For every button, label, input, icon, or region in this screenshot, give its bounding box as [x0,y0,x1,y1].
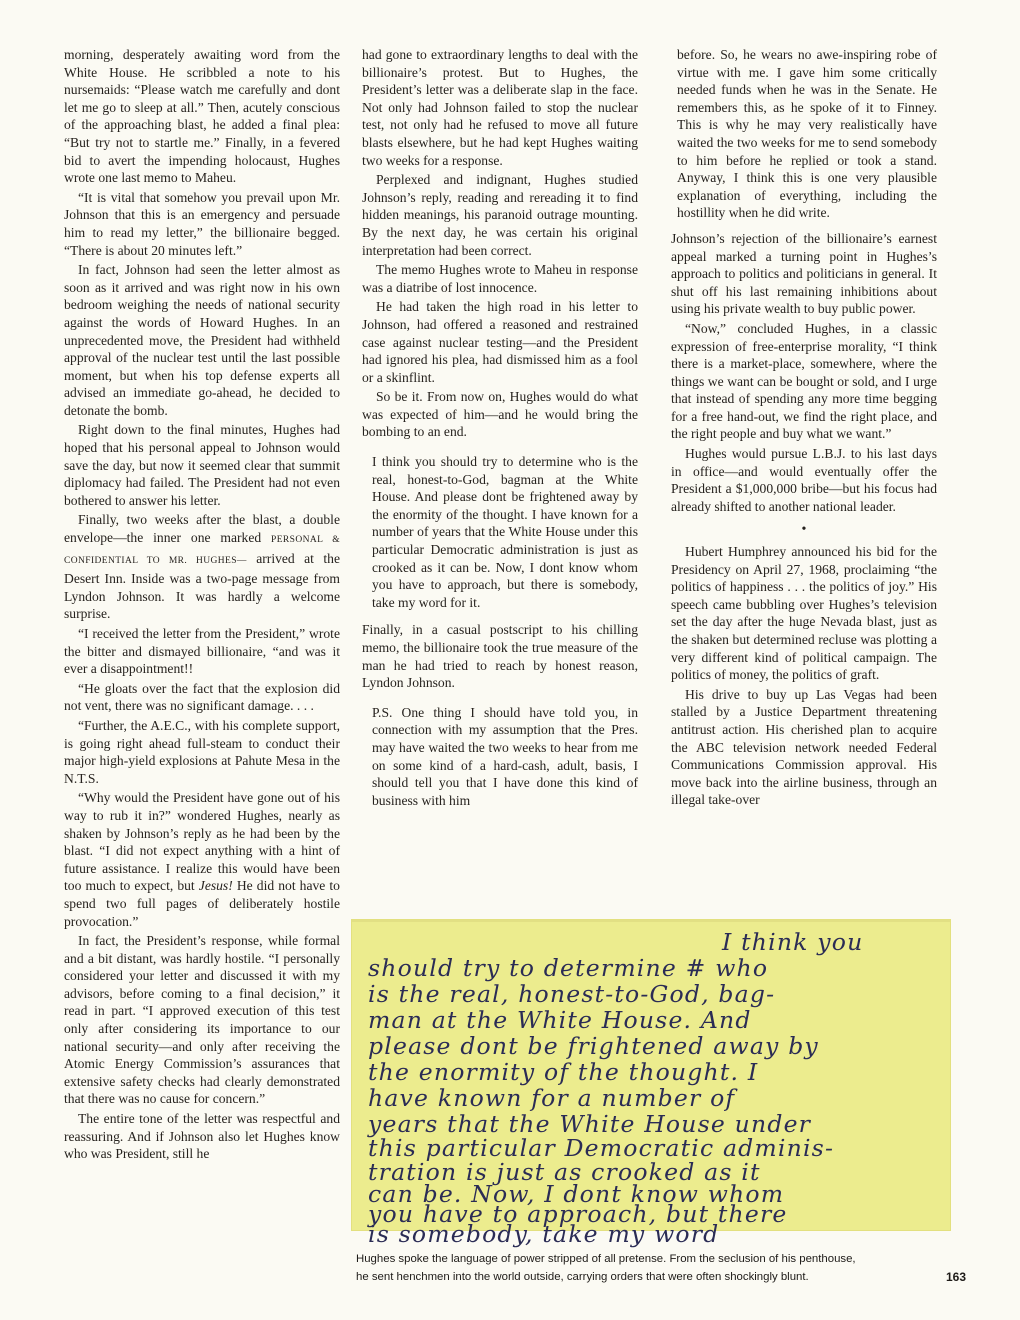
paragraph: In fact, Johnson had seen the letter almost as soon as it arrived and was right now in his own bedroom weighing the needs of national security against the words of Howard Hughes. In an unprecedented move, the President had withheld approval of the nuclear test until the last possible moment, but when his top defense experts all advised an immediate go-ahead, he decided to detonate the bomb. [64,262,340,418]
paragraph-text: arrived at the Desert Inn. Inside was a two-page message from Lyndon Johnson. It was hardly a welcome surprise. [64,550,340,622]
paragraph: The memo Hughes wrote to Maheu in response was a diatribe of lost innocence. [362,262,638,295]
handwritten-line: you have to approach, but there [368,1200,788,1228]
memo-postscript [362,704,638,810]
memo-text: I think you should try to determine who is the real, honest-to-God, bagman at the White House. And please dont be frightened away by the enormity of the thought. I have known for a number of years that the White House under this particular Democratic administration is just as crooked as it can be. Now, I dont know whom you have to approach, but there is somebody, take my word for it. [372,454,638,610]
caption-line: Hughes spoke the language of power stripped of all pretense. From the seclusion of his penthouse, [356,1253,856,1265]
handwritten-line: is somebody, take my word [368,1220,720,1248]
paragraph: had gone to extraordinary lengths to deal with the billionaire’s protest. But to Hughes, the President’s letter was a deliberate slap in the face. Not only had Johnson failed to stop the nuclear test, not only had he refused to move all future blasts elsewhere, but he had kept Hughes waiting two weeks for a response. [362,47,638,168]
memo-text: before. So, he wears no awe-inspiring robe of virtue with me. I gave him some critically needed funds when he was in the Senate. He remembers this, as he spoke of it to Finney. This is why he may very realistically have waited the two weeks for me to send somebody to him before he replied or took a stand. Anyway, I think this is one very plausible explanation of everything, including the hostillity when he did write. [677,47,937,221]
handwritten-note-image [352,920,950,1248]
paragraph: Hughes would pursue L.B.J. to his last days in office—and would eventually offer the President a $1,000,000 bribe—but his focus had already shifted to another national leader. [671,446,937,514]
text-column-2 [362,46,638,819]
handwritten-line: years that the White House under [368,1110,812,1138]
paragraph: Right down to the final minutes, Hughes had hoped that his personal appeal to Johnson would save the day, but now it seemed clear that summit diplomacy had failed. The President had not even bothered to answer his letter. [64,422,340,508]
paragraph: “Further, the A.E.C., with his complete support, is going right ahead full-steam to conduct their major high-yield explosions at Pahute Mesa in the N.T.S. [64,717,340,786]
handwritten-line: please dont be frightened away by [368,1032,819,1060]
handwritten-line: can be. Now, I dont know whom [368,1180,785,1208]
memo-text: P.S. One thing I should have told you, in connection with my assumption that the Pres. may have waited the two weeks to hear from me on some kind of a hard-cash, adult, basis, I should tell you that I have done this kind of business with him [372,704,638,808]
text-column-1 [64,46,340,1165]
paragraph-text: “Why would the President have gone out of his way to rub it in?” wondered Hughes, nearly as shaken by Johnson’s reply as he had been by the blast. “I did not expect anything with a hint of future assistance. I realize this would have been too much to expect, but [64,790,340,894]
paragraph-text: He did not have to spend two full pages of deliberately hostile provocation.” [64,878,340,929]
handwriting [352,920,950,1248]
paragraph: He had taken the high road in his letter to Johnson, had offered a reasoned and restrained case against nuclear testing—and the President had ignored his plea, had dismissed him as a fool or a skinflint. [362,299,638,385]
paragraph: So be it. From now on, Hughes would do what was expected of him—and he would bring the bombing to an end. [362,389,638,440]
handwritten-line: have known for a number of [368,1084,736,1112]
handwritten-line: the enormity of the thought. I [368,1058,759,1086]
paragraph: Perplexed and indignant, Hughes studied Johnson’s reply, reading and rereading it to find hidden meanings, his paranoid outrage mounting. By the next day, he was certain his original interpretation had been correct. [362,172,638,258]
paragraph: The entire tone of the letter was respectful and reassuring. And if Johnson also let Hughes know who was President, still he [64,1111,340,1162]
figure-caption [356,1250,956,1286]
paragraph [64,789,340,930]
emphasis: Jesus! [198,878,233,894]
handwritten-line: should try to determine # who [368,954,769,982]
handwritten-line: tration is just as crooked as it [368,1158,761,1186]
paragraph: Johnson’s rejection of the billionaire’s earnest appeal marked a turning point in Hughes’s approach to politics and politicians in general. It shut off his last remaining inhibitions about using his private wealth to buy public power. [671,230,937,317]
caption-line: he sent henchmen into the world outside, carrying orders that were often shockingly blunt. [356,1271,809,1283]
text-column-3 [671,46,937,811]
paragraph: morning, desperately awaiting word from the White House. He scribbled a note to his nursemaids: “Please watch me carefully and dont let me go to sleep at all.” Then, acutely conscious of the approaching blast, he added a final plea: “But try not to startle me.” Finally, in a fevered bid to avert the impending holocaust, Hughes wrote one last memo to Maheu. [64,47,340,186]
section-break-bullet: • [801,522,807,538]
memo-excerpt [362,453,638,611]
paragraph: His drive to buy up Las Vegas had been stalled by a Justice Department threatening antitrust action. His cherished plan to acquire the ABC television network needed Federal Communications Commission approval. His move back into the airline business, through an illegal take-over [671,686,937,808]
paragraph: “It is vital that somehow you prevail upon Mr. Johnson that this is an emergency and persuade him to read my letter,” the billionaire begged. “There is about 20 minutes left.” [64,189,340,258]
paragraph: In fact, the President’s response, while formal and a bit distant, was hardly hostile. “I personally considered your letter and discussed it with my advisors, before coming to a final decision,” it read in part. “I approved execution of this test only after considering its importance to our national security—and only after receiving the Atomic Energy Commission’s assurances that extensive safety checks had clearly demonstrated that there was no cause for concern.” [64,933,340,1107]
paragraph-text: Finally, two weeks after the blast, a double envelope—the inner one marked [64,512,340,546]
envelope-marking: PERSONAL & CONFIDENTIAL TO MR. HUGHES— [64,535,340,566]
handwritten-line: is the real, honest-to-God, bag- [368,980,776,1008]
handwritten-line: man at the White House. And [368,1006,752,1034]
paragraph: Finally, in a casual postscript to his chilling memo, the billionaire took the true measure of the man he had tried to reach by honest reason, Lyndon Johnson. [362,622,638,691]
paragraph: Hubert Humphrey announced his bid for the Presidency on April 27, 1968, proclaiming “the politics of happiness . . . the politics of joy.” His speech came bubbling over Hughes’s television set the day after the huge Nevada blast, just as the shaken but determined recluse was plotting a very different kind of political campaign. The politics of money, the politics of graft. [671,544,937,683]
memo-postscript-continued [671,46,937,222]
handwritten-line: this particular Democratic adminis- [368,1134,835,1162]
page-number: 163 [946,1270,967,1284]
handwritten-line: I think you [722,928,864,956]
paragraph: “Now,” concluded Hughes, in a classic expression of free-enterprise morality, “I think there is a market-place, somewhere, where the things we want can be bought or sold, and I urge that instead of spending any more time begging for a free hand-out, we find the right place, and the right people and buy what we want.” [671,320,937,442]
paragraph: “I received the letter from the President,” wrote the bitter and dismayed billionaire, “and was it ever a disappointment!! [64,626,340,677]
paragraph: “He gloats over the fact that the explosion did not vent, there was no significant damage. . . . [64,680,340,714]
paragraph [64,511,340,623]
